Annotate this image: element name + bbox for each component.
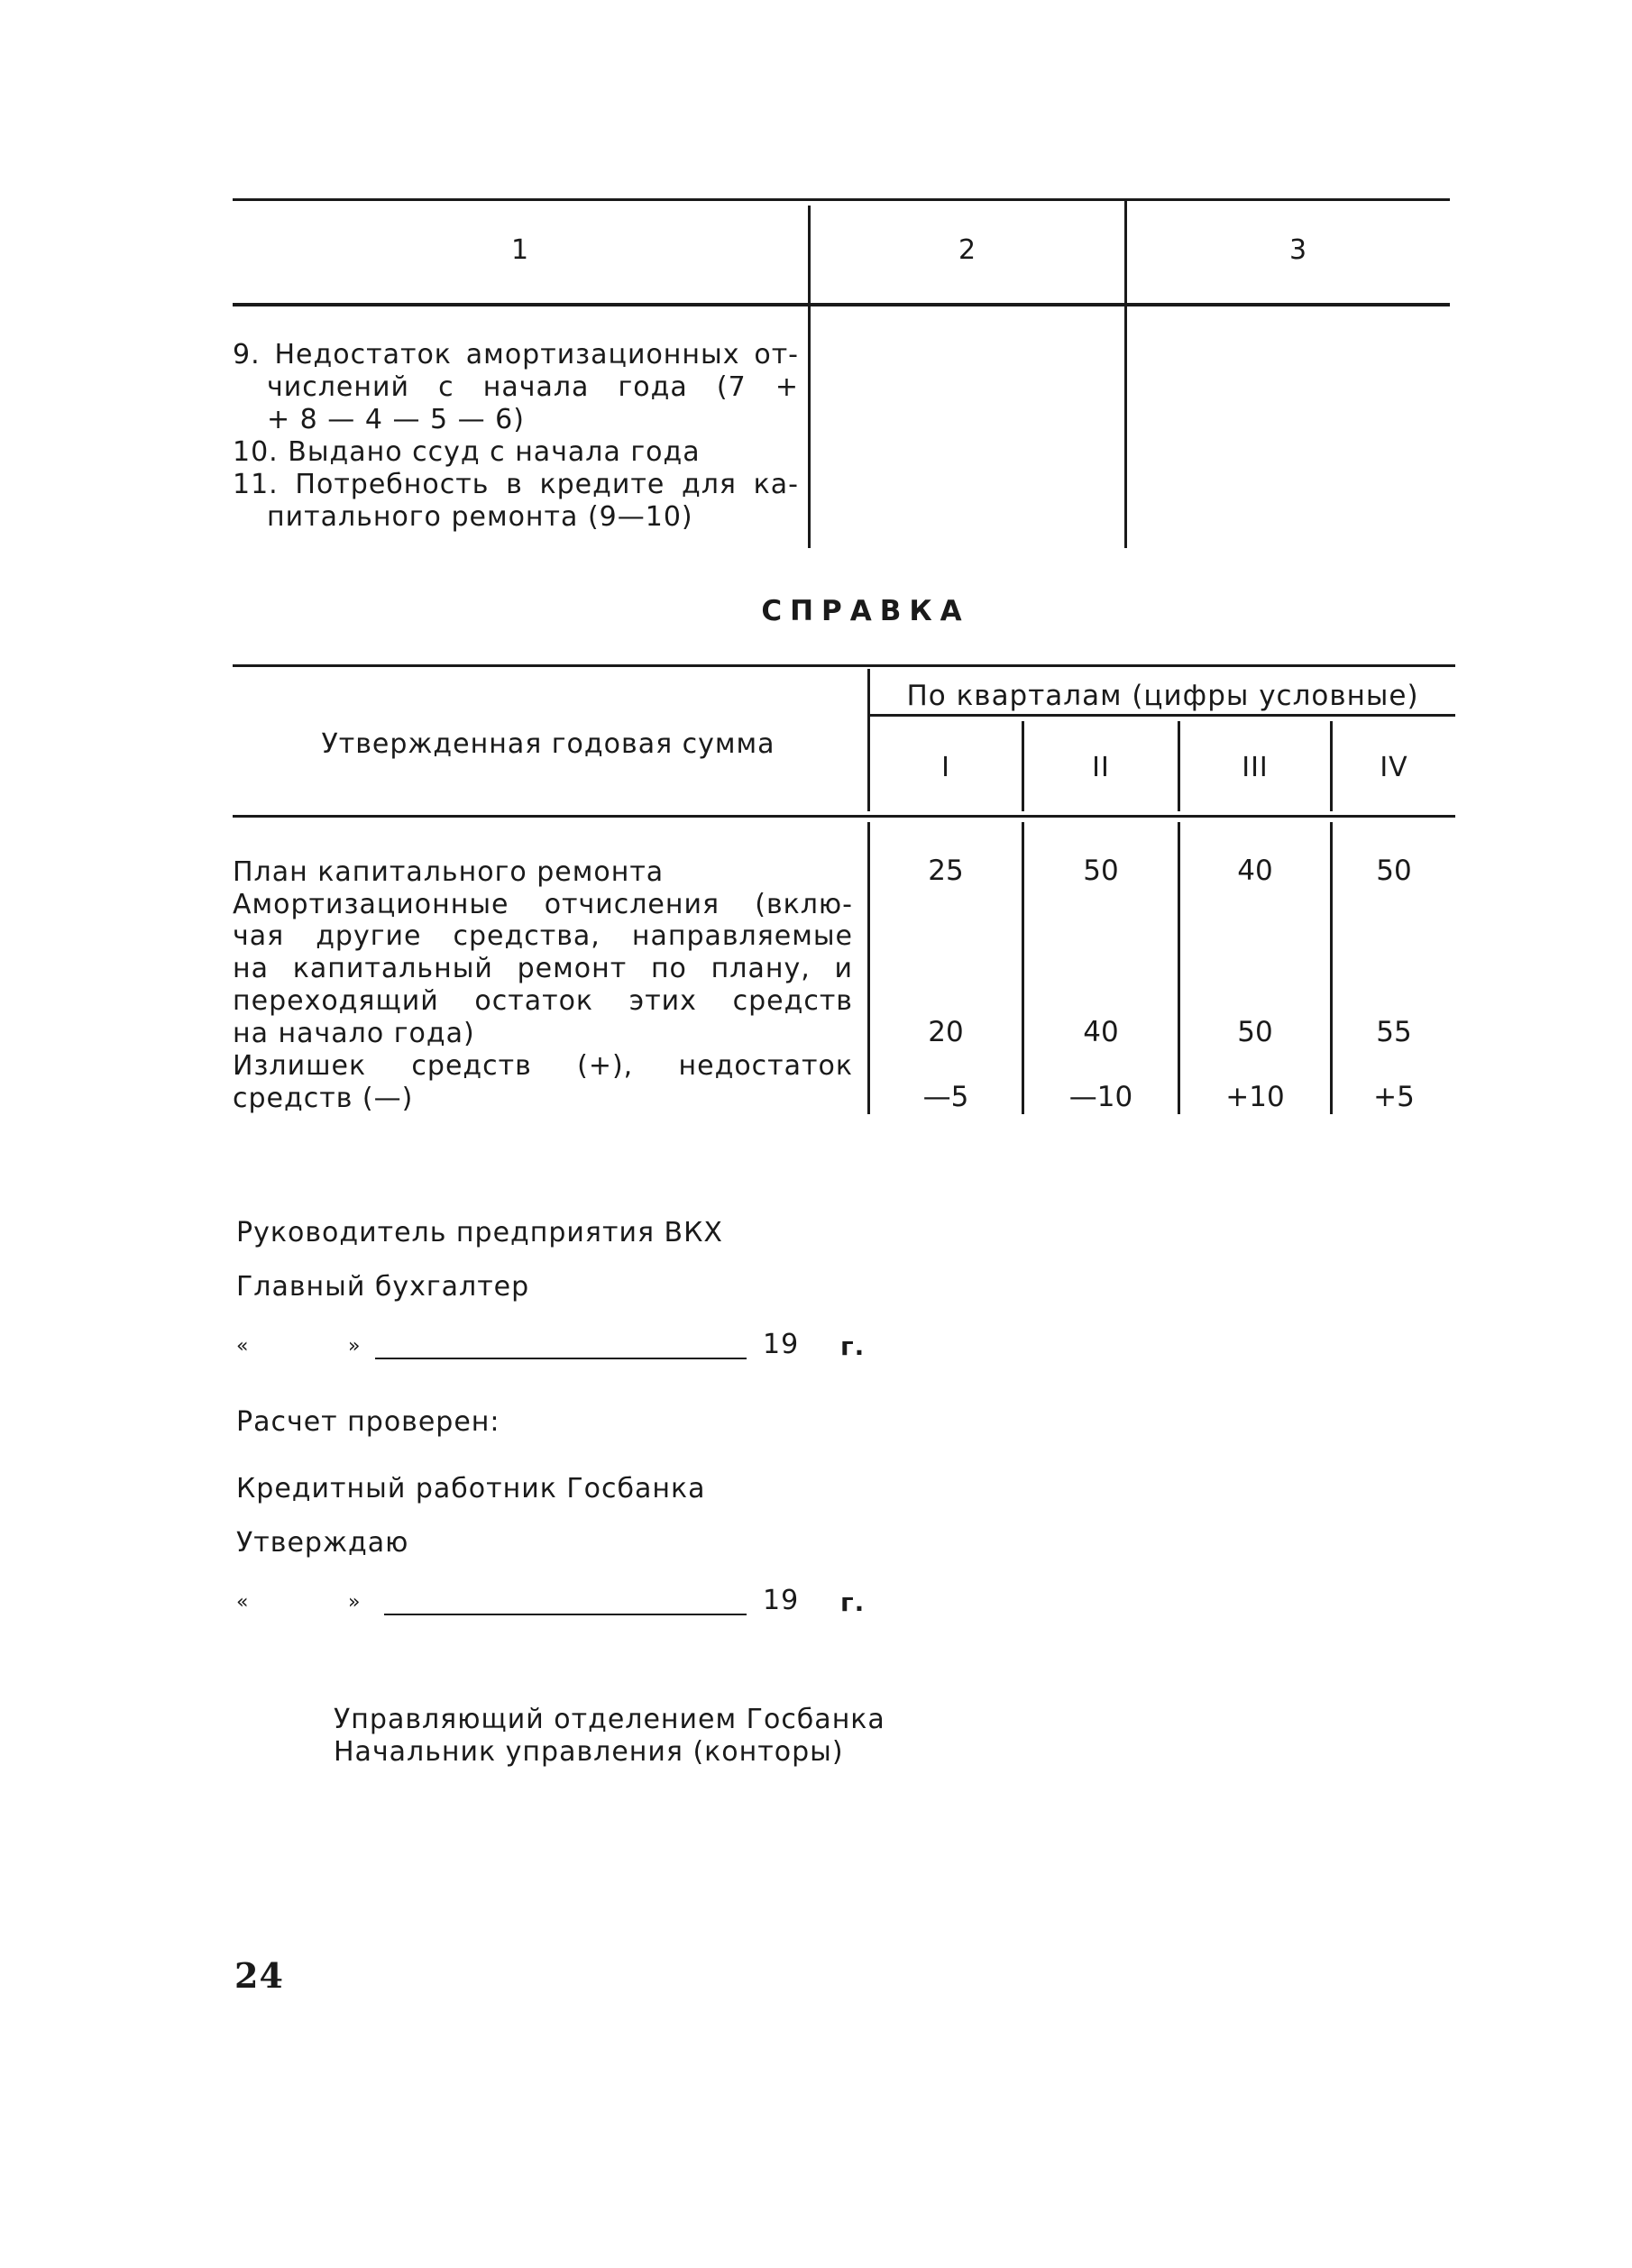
table1-row-10: 10. Выдано ссуд с начала года bbox=[233, 436, 701, 468]
table1-row-9-line1: 9. Недостаток амортизационных от- bbox=[233, 339, 799, 370]
spravka-quarter-2: II bbox=[1092, 752, 1110, 783]
chief-accountant-label: Главный бухгалтер bbox=[236, 1271, 530, 1303]
date-year-2: 19 bbox=[763, 1585, 800, 1616]
spravka-row-amort-line5: на начало года) bbox=[233, 1018, 475, 1049]
table1-header-col1: 1 bbox=[510, 234, 530, 266]
spravka-plan-q2: 50 bbox=[1083, 855, 1119, 887]
table1-row-11-line2: питального ремонта (9—10) bbox=[267, 501, 693, 533]
spravka-diff-q2: —10 bbox=[1068, 1081, 1133, 1113]
spravka-quarter-1: I bbox=[941, 752, 950, 783]
table1-header-col2: 2 bbox=[958, 234, 977, 266]
date-quote-open-1: « bbox=[236, 1335, 250, 1358]
department-head-label: Начальник управления (конторы) bbox=[334, 1736, 844, 1768]
spravka-row-amort-line4: переходящий остаток этих средств bbox=[233, 985, 853, 1017]
calculation-checked-label: Расчет проверен: bbox=[236, 1406, 500, 1438]
spravka-row-plan-label: План капитального ремонта bbox=[233, 856, 665, 888]
credit-worker-label: Кредитный работник Госбанка bbox=[236, 1473, 706, 1504]
bank-manager-label: Управляющий отделением Госбанка bbox=[334, 1704, 885, 1735]
spravka-header-rule bbox=[233, 815, 1455, 818]
spravka-row-diff-line1: Излишек средств (+), недостаток bbox=[233, 1050, 853, 1082]
spravka-plan-q1: 25 bbox=[928, 855, 964, 887]
spravka-plan-q4: 50 bbox=[1376, 855, 1412, 887]
table1-row-9-line2: числений с начала года (7 + bbox=[267, 371, 799, 403]
spravka-row-diff-line2: средств (—) bbox=[233, 1083, 414, 1114]
spravka-quarter-3: III bbox=[1242, 752, 1269, 783]
date-quote-open-2: « bbox=[236, 1591, 250, 1614]
date-quote-close-2: » bbox=[348, 1591, 362, 1614]
date-year-suffix-1: г. bbox=[840, 1331, 866, 1361]
spravka-row-amort-line3: на капитальный ремонт по плану, и bbox=[233, 953, 853, 984]
spravka-quarter-4: IV bbox=[1380, 752, 1408, 783]
approve-label: Утверждаю bbox=[236, 1527, 409, 1559]
spravka-col-header: Утвержденная годовая сумма bbox=[321, 728, 775, 760]
head-of-enterprise-label: Руководитель предприятия ВКХ bbox=[236, 1217, 723, 1248]
table1-row-9-line3: + 8 — 4 — 5 — 6) bbox=[267, 404, 525, 435]
spravka-diff-q4: +5 bbox=[1373, 1081, 1415, 1113]
spravka-amort-q1: 20 bbox=[928, 1016, 964, 1048]
date-quote-close-1: » bbox=[348, 1335, 362, 1358]
spravka-title: СПРАВКА bbox=[761, 595, 970, 627]
spravka-group-header: По кварталам (цифры условные) bbox=[906, 680, 1419, 712]
spravka-group-rule bbox=[868, 714, 1455, 717]
spravka-row-amort-line2: чая другие средства, направляемые bbox=[233, 920, 853, 952]
spravka-diff-q1: —5 bbox=[922, 1081, 969, 1113]
spravka-plan-q3: 40 bbox=[1237, 855, 1273, 887]
spravka-amort-q4: 55 bbox=[1376, 1016, 1412, 1048]
spravka-top-rule bbox=[233, 664, 1455, 667]
date-year-suffix-2: г. bbox=[840, 1587, 866, 1617]
table1-top-rule bbox=[233, 198, 1450, 201]
spravka-row-amort-line1: Амортизационные отчисления (вклю- bbox=[233, 889, 853, 920]
page-number: 24 bbox=[234, 1955, 284, 1996]
table1-header-col3: 3 bbox=[1288, 234, 1308, 266]
spravka-amort-q2: 40 bbox=[1083, 1016, 1119, 1048]
spravka-diff-q3: +10 bbox=[1225, 1081, 1285, 1113]
date-fill-line-1 bbox=[375, 1358, 747, 1359]
spravka-amort-q3: 50 bbox=[1237, 1016, 1273, 1048]
date-fill-line-2 bbox=[384, 1614, 747, 1615]
table1-row-11-line1: 11. Потребность в кредите для ка- bbox=[233, 469, 799, 500]
table1-header-rule bbox=[233, 303, 1450, 306]
date-year-1: 19 bbox=[763, 1329, 800, 1360]
